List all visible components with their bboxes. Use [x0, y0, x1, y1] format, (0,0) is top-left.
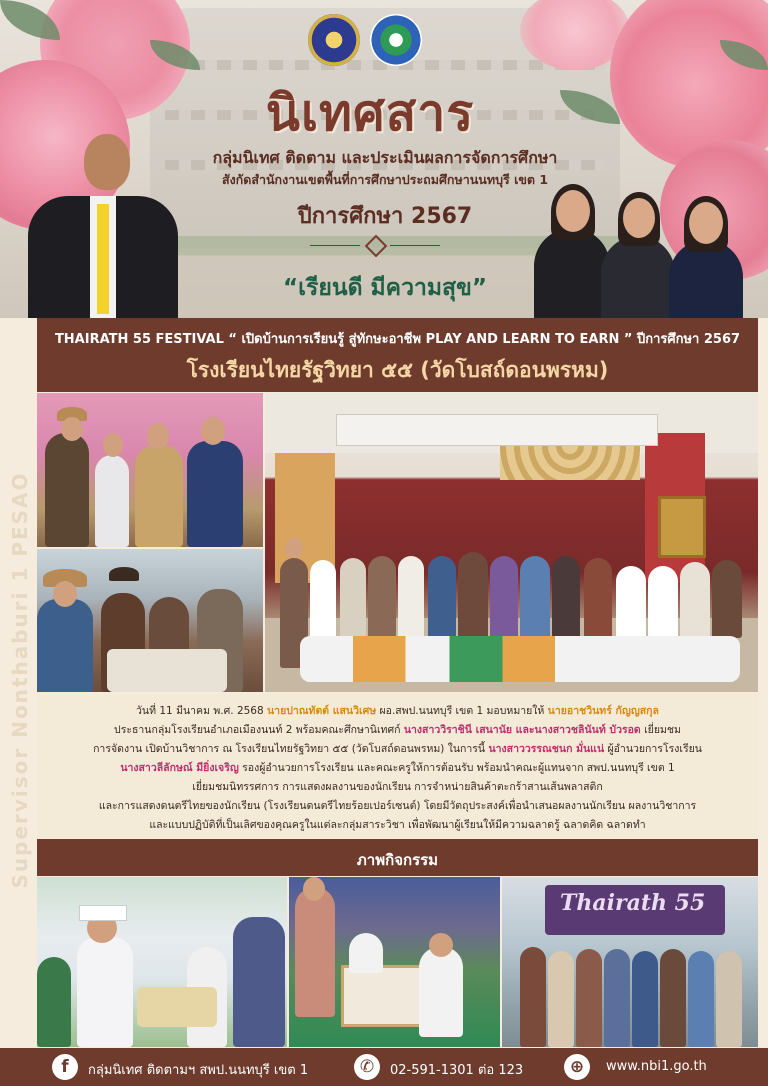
stage-curtain-valance [500, 446, 640, 480]
activity-photo-board-game [289, 877, 500, 1047]
article-line: เยี่ยมชมนิทรรศการ การแสดงผลงานของนักเรียน การจำหน่ายสินค้าตะกร้าสานเส้นพลาสติก [192, 781, 603, 793]
section-title: ภาพกิจกรรม [356, 851, 439, 869]
activity-photo-market [37, 549, 263, 692]
website-link[interactable]: www.nbi1.go.th [606, 1059, 707, 1074]
supervisor-photo [534, 228, 610, 318]
supervisor-names: นางสาววิราชินี เสนานัย และนางสาวชลินันท์ บัวรอด [403, 724, 641, 736]
article-line: ประธานกลุ่มโรงเรียนอำเภอเมืองนนท์ 2 พร้อมคณะศึกษานิเทศก์ นางสาววิราชินี เสนานัย และนางสาวชลินันท์ บัวรอด เยี่ยมชม [114, 724, 681, 736]
article-body [37, 694, 758, 840]
article-line: และการแสดงดนตรีไทยของนักเรียน (โรงเรียนดนตรีไทยร้อยเปอร์เซนต์) โดยมีวัตถุประสงค์เพื่อนำเสนอผลงานนักเรียน ผลงานวิชาการ [98, 800, 697, 812]
esa-office-logo [370, 14, 422, 66]
header-subtitle-office: สังกัดสำนักงานเขตพื้นที่การศึกษาประถมศึกษานนทบุรี เขต 1 [221, 172, 549, 187]
article-line: นางสาวลีลักษณ์ มียิ่งเจริญ รองผู้อำนวยการโรงเรียน และคณะครูให้การต้อนรับ พร้อมนำคณะผู้แทนจาก สพป.นนทบุรี เขต 1 [120, 762, 675, 774]
activity-photo-students-crafts [37, 877, 287, 1047]
chairman-name: นายอาชวินทร์ กัญญสกุล [547, 705, 659, 717]
section-header [37, 839, 758, 876]
globe-icon: ⊕ [564, 1054, 590, 1080]
principal-name: นางสาววรรณชนก มั่นแน่ [488, 743, 605, 755]
academic-year: ปีการศึกษา 2567 [297, 204, 473, 229]
slogan: “เรียนดี มีความสุข” [283, 275, 487, 301]
article-line: การจัดงาน เปิดบ้านวิชาการ ณ โรงเรียนไทยรัฐวิทยา ๕๕ (วัดโบสถ์ดอนพรหม) ในการนี้ นางสาววรรณชนก มั่นแน่ ผู้อำนวยการโรงเรียน [93, 743, 702, 755]
article-line: วันที่ 11 มีนาคม พ.ศ. 2568 นายปาณทัตต์ แสนวิเศษ ผอ.สพป.นนทบุรี เขต 1 มอบหมายให้ นายอาชวินทร์ กัญญสกุล [136, 705, 659, 717]
royal-portrait [658, 496, 706, 558]
festival-sign-text: Thairath 55 [560, 890, 706, 916]
event-title: THAIRATH 55 FESTIVAL “ เปิดบ้านการเรียนรู้ สู่ทักษะอาชีพ PLAY AND LEARN TO EARN ” ปีการศึกษา 2567 [54, 332, 741, 347]
side-watermark: Supervisor Nonthaburi 1 PESAO [8, 471, 32, 889]
phone-number: 02-591-1301 ต่อ 123 [390, 1063, 524, 1078]
newsletter-title: นิเทศสาร [265, 83, 475, 142]
director-name: นายปาณทัตต์ แสนวิเศษ [267, 705, 377, 717]
facebook-page-link[interactable]: กลุ่มนิเทศ ติดตามฯ สพป.นนทบุรี เขต 1 [88, 1063, 309, 1078]
phone-icon: ✆ [354, 1054, 380, 1080]
projector-screen [336, 414, 658, 446]
school-name: โรงเรียนไทยรัฐวิทยา ๕๕ (วัดโบสถ์ดอนพรหม) [186, 358, 609, 382]
activity-photo-basket-display [37, 393, 263, 547]
event-banner [37, 318, 758, 392]
footer [0, 1048, 768, 1086]
supervisor-photo [601, 236, 675, 318]
obec-logo [308, 14, 360, 66]
header-subtitle: กลุ่มนิเทศ ติดตาม และประเมินผลการจัดการศึกษา [212, 148, 558, 167]
vice-principal-name: นางสาวลีลักษณ์ มียิ่งเจริญ [120, 762, 239, 774]
facebook-icon[interactable]: f [52, 1054, 78, 1080]
article-line: และแบบปฏิบัติที่เป็นเลิศของคุณครูในแต่ละกลุ่มสาระวิชา เพื่อพัฒนาผู้เรียนให้มีความฉลาดรู้ ฉลาดคิด ฉลาดทำ [149, 819, 646, 831]
header [0, 0, 768, 318]
